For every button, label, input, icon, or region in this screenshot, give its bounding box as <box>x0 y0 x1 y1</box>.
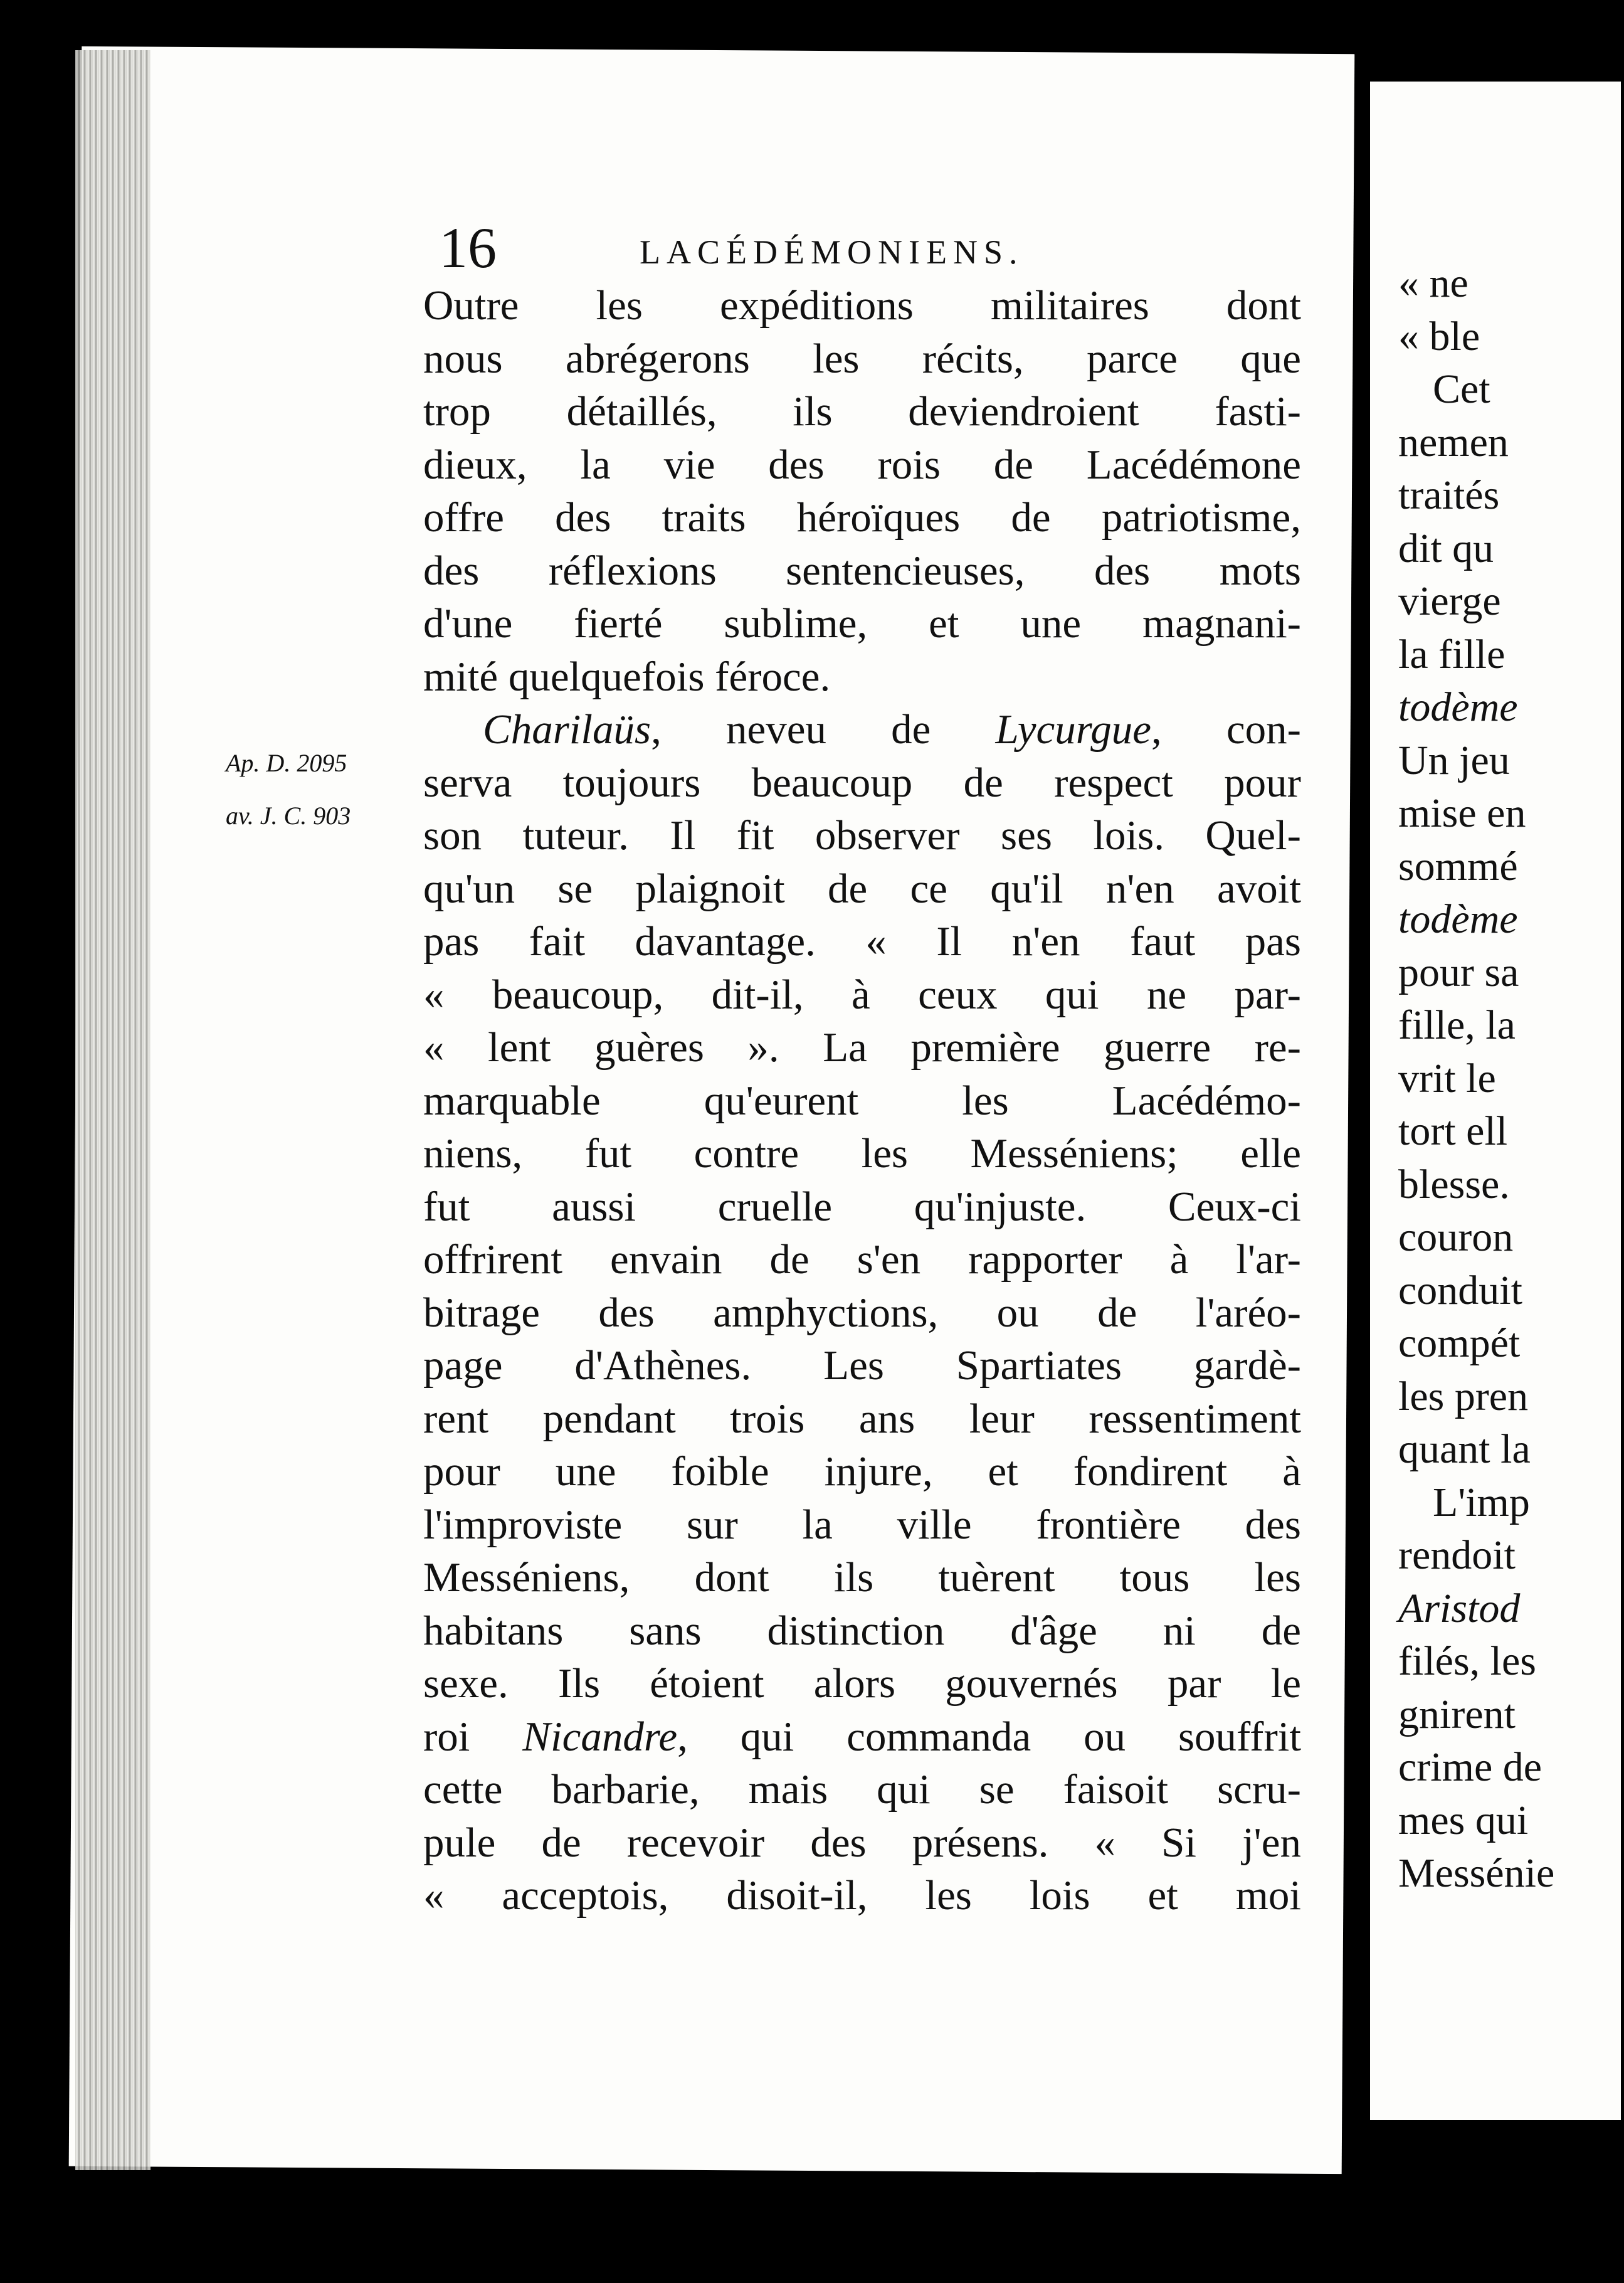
body-line: marquable qu'eurent les Lacédémo- <box>423 1077 1301 1124</box>
facing-line: fille, la <box>1398 1002 1516 1048</box>
body-line: dieux, la vie des rois de Lacédémone <box>423 441 1301 488</box>
body-line-charilaus <box>423 703 1301 756</box>
page-number: 16 <box>439 216 497 280</box>
body-text <box>423 279 1301 1922</box>
facing-line: rendoit <box>1398 1532 1516 1578</box>
body-line: mité quelquefois féroce. <box>423 653 831 700</box>
body-line: « beaucoup, dit-il, à ceux qui ne par- <box>423 971 1301 1018</box>
name-charilaus: Charilaüs <box>483 706 651 753</box>
running-head-title: LACÉDÉMONIENS. <box>640 233 1024 271</box>
body-line: serva toujours beaucoup de respect pour <box>423 759 1301 806</box>
facing-line: sommé <box>1398 843 1518 889</box>
body-line: offrirent envain de s'en rapporter à l'ar- <box>423 1236 1301 1283</box>
body-line: fut aussi cruelle qu'injuste. Ceux-ci <box>423 1183 1301 1230</box>
body-line: « lent guères ». La première guerre re- <box>423 1024 1301 1071</box>
page-edges <box>75 50 150 2170</box>
line-segment: , neveu de <box>651 706 996 753</box>
body-line: Messéniens, dont ils tuèrent tous les <box>423 1554 1301 1601</box>
facing-line: « ble <box>1398 313 1480 359</box>
body-line: rent pendant trois ans leur ressentiment <box>423 1395 1301 1442</box>
facing-line: filés, les <box>1398 1638 1536 1684</box>
facing-line: « ne <box>1398 260 1468 306</box>
facing-line: mise en <box>1398 790 1526 836</box>
facing-line: la fille <box>1398 631 1505 677</box>
facing-line: quant la <box>1398 1426 1531 1472</box>
body-line: habitans sans distinction d'âge ni de <box>423 1607 1301 1654</box>
body-line: niens, fut contre les Messéniens; elle <box>423 1130 1301 1177</box>
facing-line: les pren <box>1398 1373 1529 1419</box>
line-segment: roi <box>423 1713 523 1760</box>
body-line: offre des traits héroïques de patriotisme, <box>423 494 1301 541</box>
facing-line: vierge <box>1398 578 1501 624</box>
facing-line: Un jeu <box>1398 737 1510 783</box>
name-lycurgue: Lycurgue <box>995 706 1152 753</box>
facing-line: todème <box>1398 896 1518 942</box>
facing-line: couron <box>1398 1214 1514 1260</box>
body-line: Outre les expéditions militaires dont <box>423 282 1301 329</box>
facing-line: Messénie <box>1398 1850 1555 1896</box>
body-line: « acceptois, disoit-il, les lois et moi <box>423 1872 1301 1919</box>
facing-line: vrit le <box>1398 1055 1496 1101</box>
body-line: cette barbarie, mais qui se faisoit scru- <box>423 1766 1301 1813</box>
body-line: sexe. Ils étoient alors gouvernés par le <box>423 1660 1301 1707</box>
body-line: pour une foible injure, et fondirent à <box>423 1448 1301 1495</box>
name-nicandre: Nicandre <box>522 1713 678 1760</box>
body-line: bitrage des amphyctions, ou de l'aréo- <box>423 1289 1301 1336</box>
facing-line: L'imp <box>1433 1479 1530 1525</box>
facing-line: pour sa <box>1398 949 1519 995</box>
body-line: son tuteur. Il fit observer ses lois. Quel- <box>423 812 1301 859</box>
facing-line: crime de <box>1398 1744 1542 1790</box>
facing-page <box>1370 82 1621 2120</box>
line-segment: , con- <box>1151 706 1301 753</box>
body-line: pas fait davantage. « Il n'en faut pas <box>423 918 1301 965</box>
facing-line: mes qui <box>1398 1797 1529 1843</box>
body-line: nous abrégerons les récits, parce que <box>423 335 1301 382</box>
facing-line: tort ell <box>1398 1108 1508 1154</box>
body-line: page d'Athènes. Les Spartiates gardè- <box>423 1342 1301 1389</box>
margin-note-date-ad: Ap. D. 2095 <box>226 749 347 777</box>
body-line: d'une fierté sublime, et une magnani- <box>423 600 1301 647</box>
body-line: qu'un se plaignoit de ce qu'il n'en avoit <box>423 865 1301 912</box>
facing-page-text <box>1398 257 1624 1900</box>
facing-line: dit qu <box>1398 525 1494 571</box>
facing-line: nemen <box>1398 419 1509 465</box>
body-line: des réflexions sentencieuses, des mots <box>423 547 1301 594</box>
facing-line: conduit <box>1398 1267 1522 1313</box>
body-line: l'improviste sur la ville frontière des <box>423 1501 1301 1548</box>
line-segment: , qui commanda ou souffrit <box>677 1713 1301 1760</box>
facing-line: compét <box>1398 1320 1521 1366</box>
facing-line: Aristod <box>1398 1585 1521 1631</box>
margin-note-date-bc: av. J. C. 903 <box>226 802 351 830</box>
facing-line: Cet <box>1433 366 1490 412</box>
margin-notes <box>226 737 426 842</box>
body-line: trop détaillés, ils deviendroient fasti- <box>423 388 1301 435</box>
facing-line: blesse. <box>1398 1161 1510 1207</box>
facing-line: gnirent <box>1398 1691 1516 1737</box>
body-line-nicandre <box>423 1710 1301 1764</box>
body-line: pule de recevoir des présens. « Si j'en <box>423 1819 1301 1866</box>
facing-line: todème <box>1398 684 1518 730</box>
facing-line: traités <box>1398 472 1500 518</box>
running-head <box>439 213 1304 282</box>
